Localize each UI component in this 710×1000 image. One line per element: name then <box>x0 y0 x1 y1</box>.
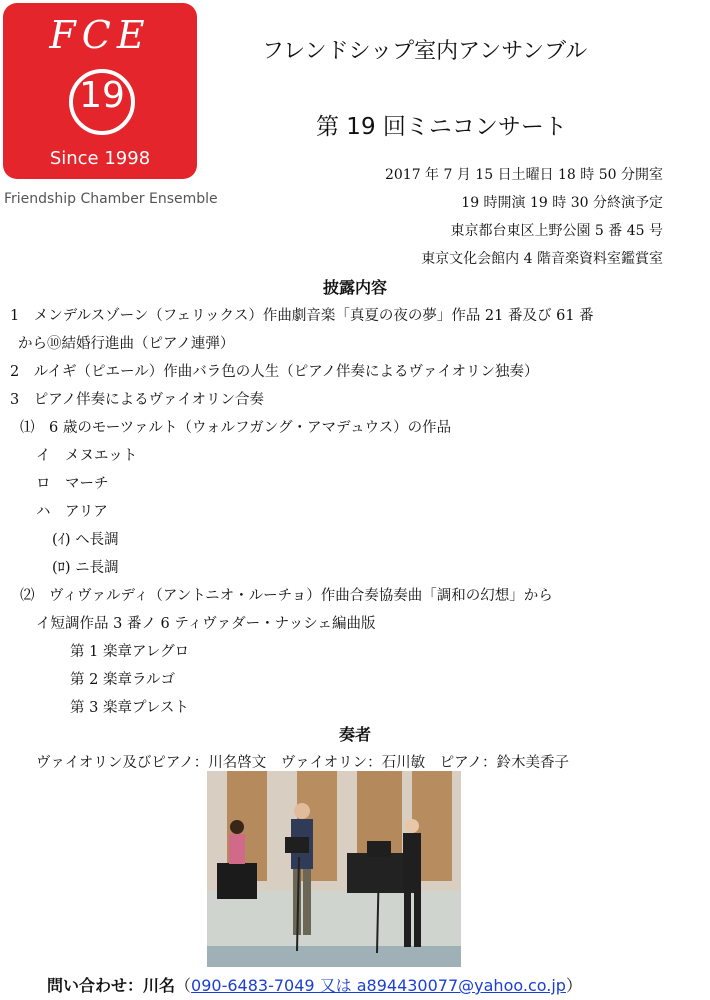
logo-caption: Friendship Chamber Ensemble <box>4 191 218 207</box>
program-line: から⑩結婚行進曲（ピアノ連弾） <box>18 336 235 352</box>
program-line: 第 2 楽章ラルゴ <box>70 672 176 688</box>
program-line: イ メヌエット <box>36 448 138 464</box>
program-line: (ｲ) ヘ長調 <box>52 532 119 548</box>
program-line: イ短調作品 3 番ノ 6 ティヴァダー・ナッシェ編曲版 <box>36 616 376 632</box>
program-heading: 披露内容 <box>322 278 387 297</box>
contact-line <box>47 973 582 996</box>
concert-photo <box>207 771 461 967</box>
contact-label: 問い合わせ：川名 <box>47 976 176 995</box>
program-line: ⑵ ヴィヴァルディ（アントニオ・ルーチョ）作曲合奏協奏曲「調和の幻想」から <box>20 588 553 604</box>
info-address: 東京都台東区上野公園 5 番 45 号 <box>450 223 663 239</box>
logo-number: 19 <box>79 75 125 116</box>
program-line: ⑴ 6 歳のモーツァルト（ウォルフガング・アマデュウス）の作品 <box>20 420 452 436</box>
info-venue: 東京文化会館内 4 階音楽資料室鑑賞室 <box>421 251 663 267</box>
program-line: ロ マーチ <box>36 476 109 492</box>
logo-since: Since 1998 <box>49 148 151 169</box>
performers-heading: 奏者 <box>338 725 371 744</box>
program-line: 3 ピアノ伴奏によるヴァイオリン合奏 <box>10 392 264 408</box>
contact-paren-close: ） <box>565 976 582 995</box>
program-line: 2 ルイギ（ピエール）作曲バラ色の人生（ピアノ伴奏によるヴァイオリン独奏） <box>10 364 539 380</box>
logo <box>3 3 197 179</box>
page-title: フレンドシップ室内アンサンブル <box>262 39 588 64</box>
info-times: 19 時開演 19 時 30 分終演予定 <box>461 195 663 211</box>
program-line: ハ アリア <box>36 504 108 520</box>
program-line: 第 3 楽章プレスト <box>70 700 189 716</box>
contact-paren-open: （ <box>175 976 192 995</box>
program-line: 1 メンデルスゾーン（フェリックス）作曲劇音楽「真夏の夜の夢」作品 21 番及び 61 番 <box>10 308 594 324</box>
page-subtitle: 第 19 回ミニコンサート <box>316 114 567 140</box>
logo-monogram: FCE <box>49 13 151 57</box>
program-line: (ﾛ) ニ長調 <box>52 560 119 576</box>
info-datetime: 2017 年 7 月 15 日土曜日 18 時 50 分開室 <box>384 167 663 183</box>
performers-line: ヴァイオリン及びピアノ：川名啓文 ヴァイオリン：石川敏 ピアノ：鈴木美香子 <box>36 755 570 771</box>
contact-link[interactable]: 090-6483-7049 又は a894430077@yahoo.co.jp <box>191 976 566 995</box>
program-line: 第 1 楽章アレグロ <box>70 644 190 660</box>
